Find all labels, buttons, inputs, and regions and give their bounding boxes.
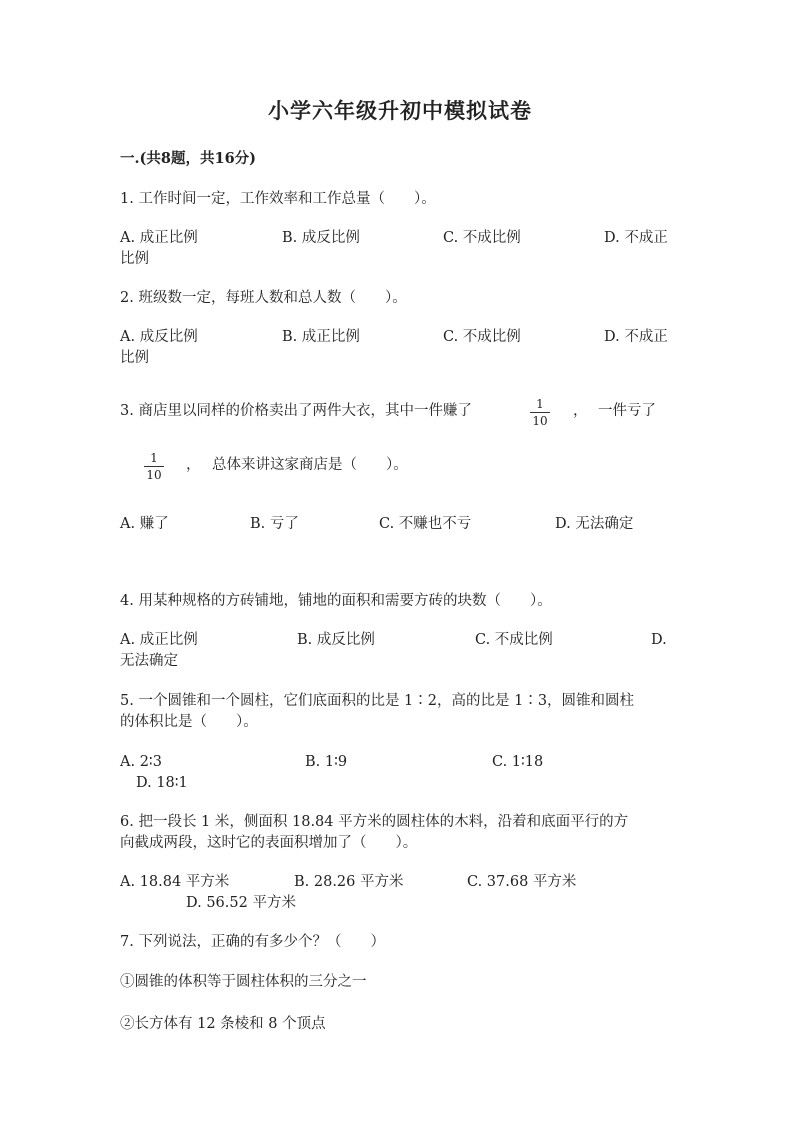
question-6-option-b: B. 28.26 平方米	[294, 874, 404, 890]
question-2-option-c: C. 不成比例	[443, 329, 521, 345]
question-3-option-a: A. 赚了	[120, 516, 169, 532]
question-1-option-b: B. 成反比例	[282, 230, 360, 246]
question-3-comma-2: ，	[186, 457, 201, 473]
page-title: 小学六年级升初中模拟试卷	[268, 98, 532, 123]
fraction-numerator: 1	[150, 451, 158, 465]
question-3-option-c: C. 不赚也不亏	[379, 516, 472, 532]
question-3-option-b: B. 亏了	[250, 516, 299, 532]
fraction-denominator: 10	[532, 414, 548, 428]
question-6-option-a: A. 18.84 平方米	[120, 874, 230, 890]
question-6-option-c: C. 37.68 平方米	[467, 874, 577, 890]
question-6-stem-line1: 6. 把一段长 1 米，侧面积 18.84 平方米的圆柱体的木料，沿着和底面平行的方	[120, 814, 629, 830]
fraction-numerator: 1	[536, 397, 544, 411]
question-1-option-a: A. 成正比例	[120, 230, 198, 246]
question-7-statement-2: ②长方体有 12 条棱和 8 个顶点	[120, 1016, 326, 1032]
question-3-stem-part2: 一件亏了	[598, 403, 656, 419]
question-2-option-b: B. 成正比例	[282, 329, 360, 345]
question-7-statement-1: ①圆锥的体积等于圆柱体积的三分之一	[120, 974, 367, 990]
question-2-option-a: A. 成反比例	[120, 329, 198, 345]
question-5-option-a: A. 2∶3	[120, 754, 162, 770]
question-1-option-c: C. 不成比例	[443, 230, 521, 246]
question-5-option-b: B. 1∶9	[305, 754, 348, 770]
question-4-option-d: D.	[651, 632, 667, 648]
question-2-option-d: D. 不成正	[604, 329, 668, 345]
question-6-stem-line2: 向截成两段，这时它的表面积增加了（ ）。	[120, 835, 418, 851]
section-heading: 一.(共8题，共16分)	[120, 150, 257, 167]
question-1-option-d-wrap: 比例	[120, 251, 149, 267]
question-5-option-c: C. 1∶18	[492, 754, 544, 770]
fraction-one-tenth	[144, 451, 164, 482]
question-2-stem: 2. 班级数一定，每班人数和总人数（ ）。	[120, 290, 407, 306]
fraction-denominator: 10	[146, 468, 162, 482]
question-3-comma-1: ，	[573, 403, 588, 419]
question-6-option-d: D. 56.52 平方米	[186, 895, 296, 911]
question-4-option-b: B. 成反比例	[297, 632, 375, 648]
fraction-bar	[530, 412, 550, 413]
question-1-option-d: D. 不成正	[604, 230, 668, 246]
question-5-option-d: D. 18∶1	[136, 775, 188, 791]
fraction-one-tenth	[530, 397, 550, 428]
question-3-stem-part1: 3. 商店里以同样的价格卖出了两件大衣，其中一件赚了	[120, 403, 472, 419]
question-4-option-a: A. 成正比例	[120, 632, 198, 648]
question-3-option-d: D. 无法确定	[555, 516, 634, 532]
question-2-option-d-wrap: 比例	[120, 350, 149, 366]
question-7-stem: 7. 下列说法，正确的有多少个？（ ）	[120, 934, 385, 950]
question-4-stem: 4. 用某种规格的方砖铺地，铺地的面积和需要方砖的块数（ ）。	[120, 593, 552, 609]
question-5-stem-line1: 5. 一个圆锥和一个圆柱，它们底面积的比是 1∶2，高的比是 1∶3，圆锥和圆柱	[120, 693, 635, 709]
question-4-option-d-wrap: 无法确定	[120, 653, 178, 669]
question-1-stem: 1. 工作时间一定，工作效率和工作总量（ ）。	[120, 191, 436, 207]
question-4-option-c: C. 不成比例	[475, 632, 553, 648]
question-3-stem-part3: 总体来讲这家商店是（ ）。	[212, 457, 408, 473]
question-5-stem-line2: 的体积比是（ ）。	[120, 714, 258, 730]
fraction-bar	[144, 466, 164, 467]
